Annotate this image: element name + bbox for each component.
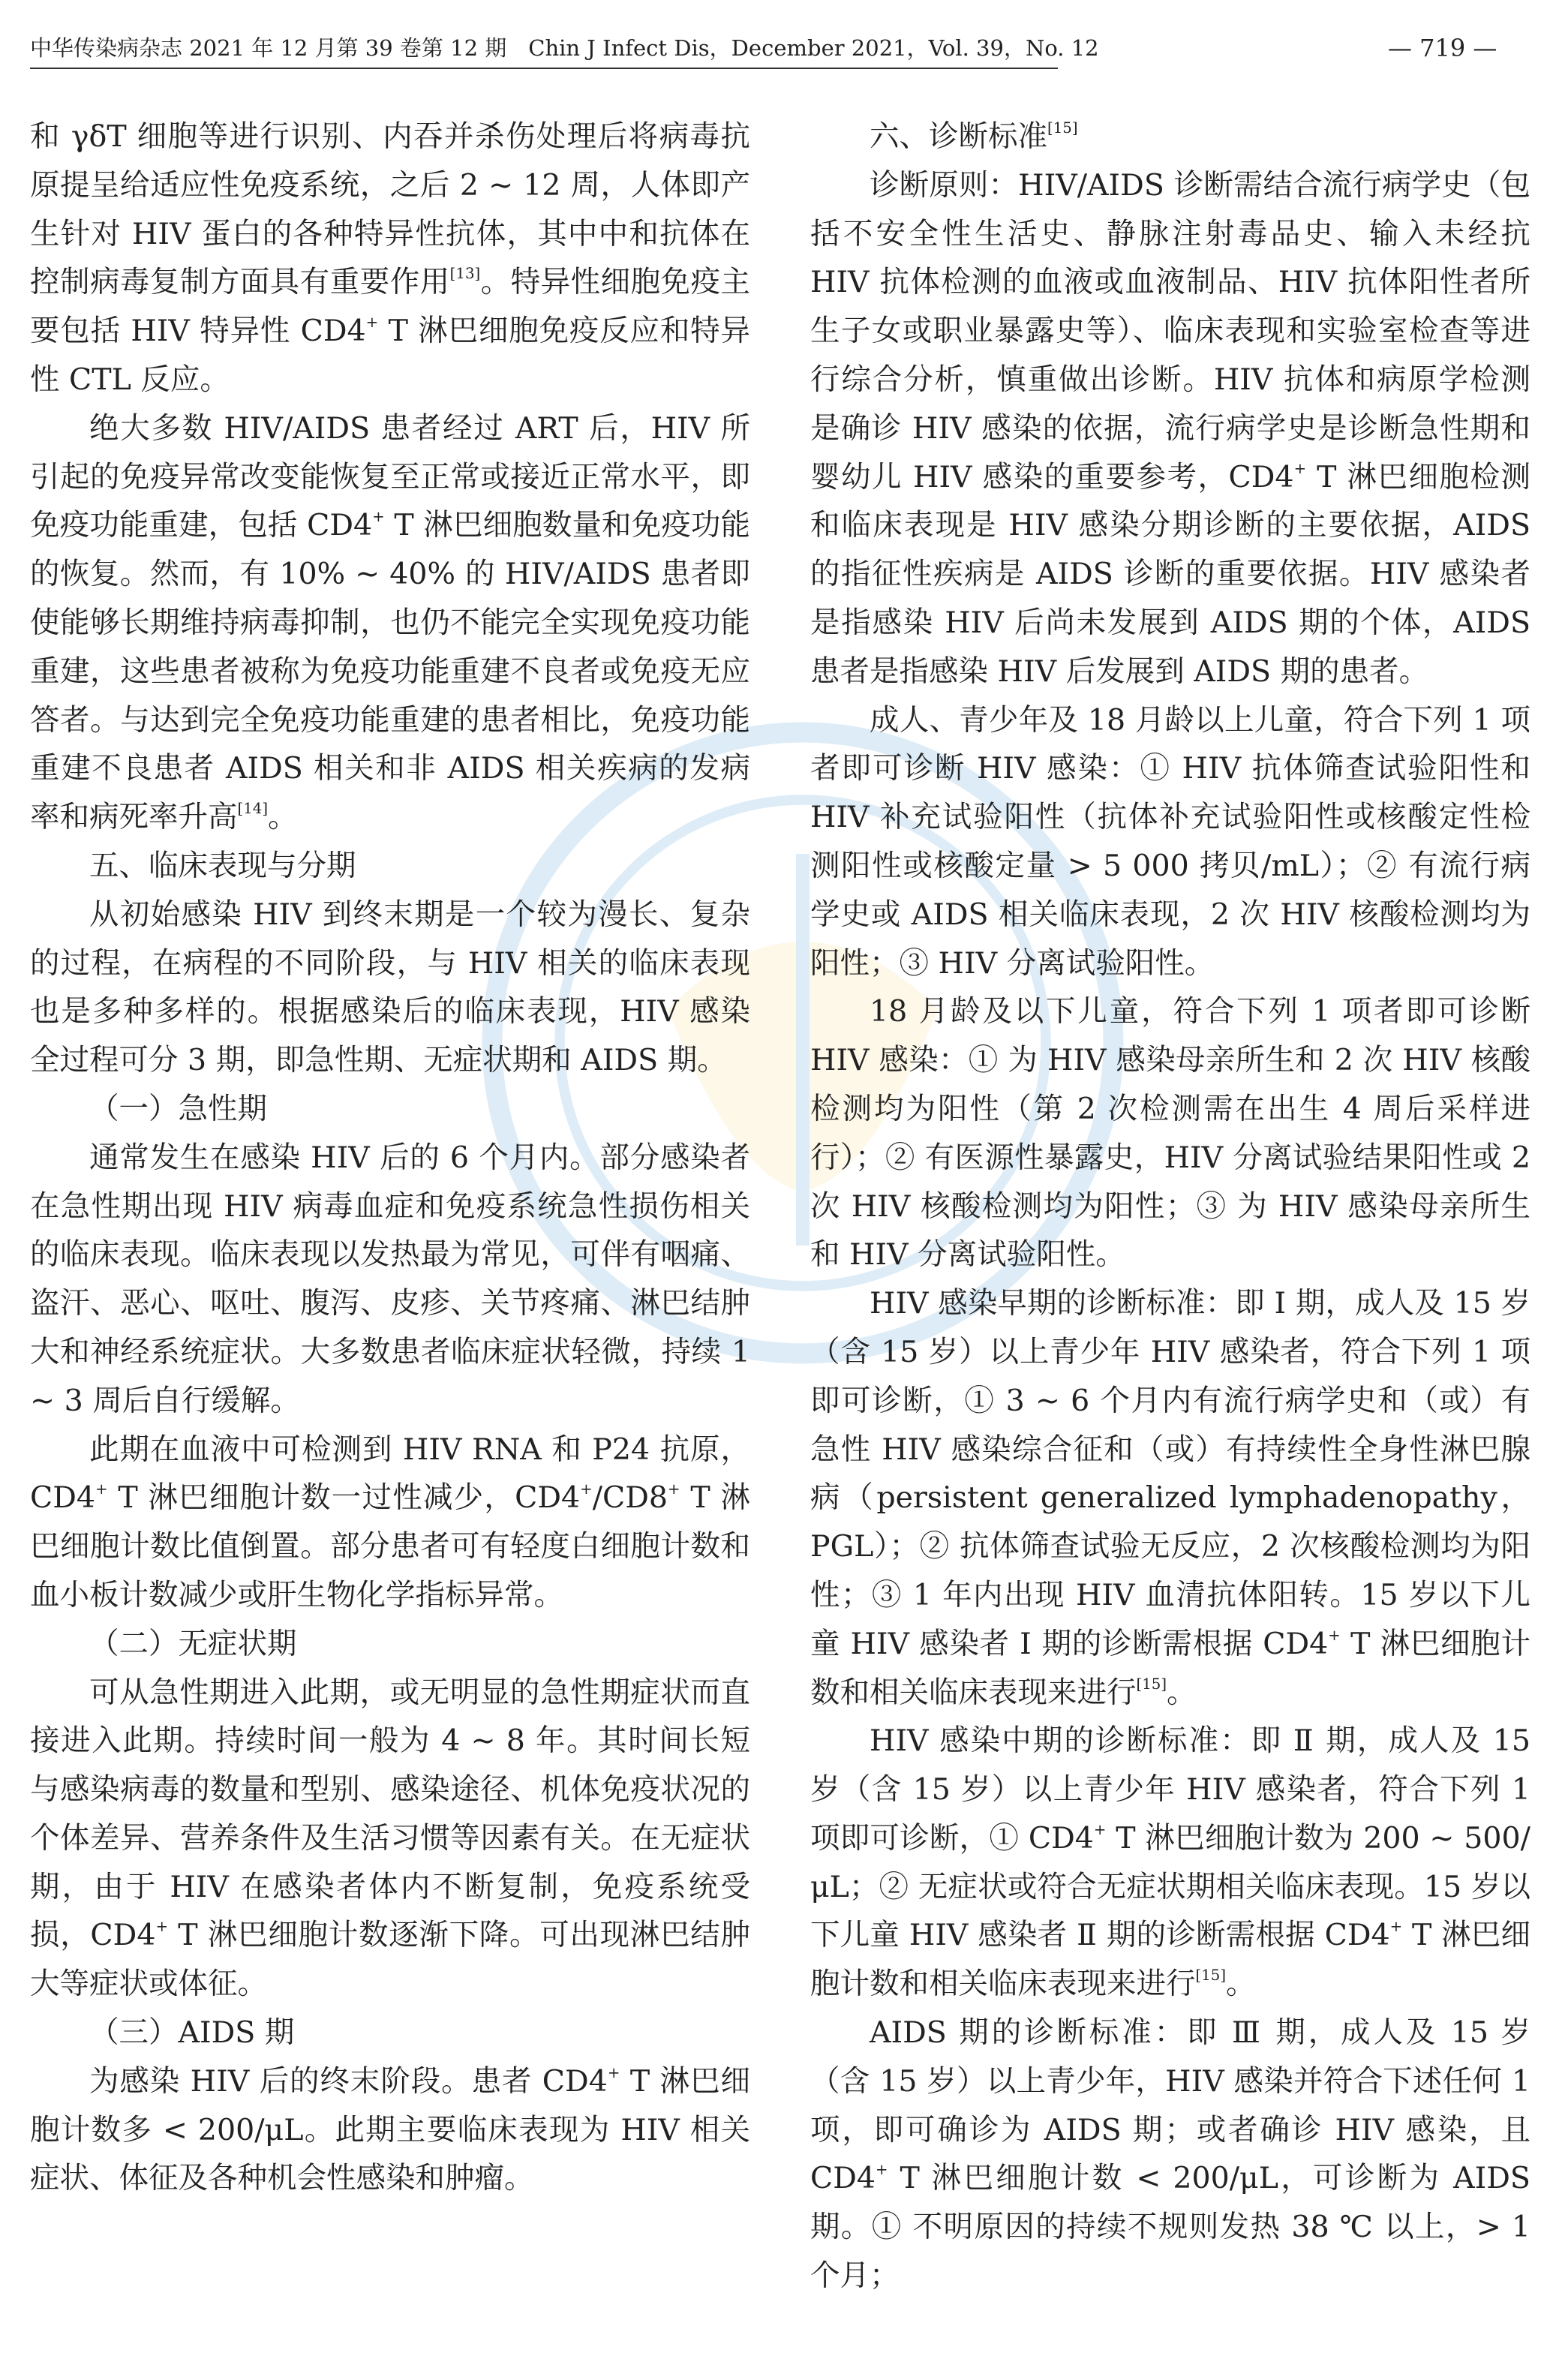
body-paragraph (810, 161, 1530, 696)
body-paragraph (30, 891, 750, 1085)
body-paragraph (30, 1426, 750, 1620)
text-run: HIV 感染中期的诊断标准：即 Ⅱ 期，成人及 15 岁（含 15 岁）以上青少年 HIV 感染者，符合下列 1 项即可诊断，① CD4 (810, 1723, 1530, 1856)
text-run: HIV 感染早期的诊断标准：即 Ⅰ 期，成人及 15 岁（含 15 岁）以上青少年 HIV 感染者，符合下列 1 项即可诊断，① 3 ~ 6 个月内有流行病学史和（或）有急性 HIV 感染综合征和（或）有持续性全身性淋巴腺病（persistent generalized lymphadenopathy，PGL）；② 抗体筛查试验无反应，2 次核酸检测均为阳性；③ 1 年内出现 HIV 血清抗体阳转。15 岁以下儿童 HIV 感染者 Ⅰ 期的诊断需根据 CD4 (810, 1286, 1530, 1661)
superscript: + (607, 2064, 620, 2082)
text-run: T 淋巴细胞数量和免疫功能的恢复。然而，有 10% ~ 40% 的 HIV/AIDS 患者即使能够长期维持病毒抑制，也仍不能完全实现免疫功能重建，这些患者被称为免疫功能重建不良者或免疫无应答者。与达到完全免疫功能重建的患者相比，免疫功能重建不良患者 AIDS 相关和非 AIDS 相关疾病的发病率和病死率升高 (30, 508, 750, 835)
text-run: 从初始感染 HIV 到终末期是一个较为漫长、复杂的过程，在病程的不同阶段，与 HIV 相关的临床表现也是多种多样的。根据感染后的临床表现，HIV 感染全过程可分 3 期，即急性期、无症状期和 AIDS 期。 (30, 897, 750, 1078)
text-run: T 淋巴细胞计数 < 200/μL，可诊断为 AIDS 期。① 不明原因的持续不规则发热 38 ℃ 以上，> 1 个月； (810, 2161, 1530, 2294)
body-paragraph (810, 987, 1530, 1279)
text-run: T 淋巴细胞免疫反应和特异性 CTL 反应。 (30, 314, 750, 397)
text-run: T 淋巴细胞计数一过性减少，CD4 (107, 1480, 581, 1516)
text-run: 。 (1226, 1967, 1256, 2002)
superscript: + (1293, 459, 1307, 477)
text-run: T 淋巴细胞计数和相关临床表现来进行 (810, 1918, 1530, 2002)
section-heading (30, 2009, 750, 2057)
text-run: 和 γδT 细胞等进行识别、内吞并杀伤处理后将病毒抗原提呈给适应性免疫系统，之后 2 ~ 12 周，人体即产生针对 HIV 蛋白的各种特异性抗体，其中中和抗体在控制病毒复制方面具有重要作用 (30, 119, 750, 300)
text-run: 成人、青少年及 18 月龄以上儿童，符合下列 1 项者即可诊断 HIV 感染：① HIV 抗体筛查试验阳性和 HIV 补充试验阳性（抗体补充试验阳性或核酸定性检测阳性或核酸定量 > 5 000 拷贝/mL）；② 有流行病学史或 AIDS 相关临床表现，2 次 HIV 核酸检测均为阳性；③ HIV 分离试验阳性。 (810, 702, 1530, 981)
superscript: + (155, 1918, 169, 1936)
superscript: [15] (1047, 119, 1078, 137)
section-heading (30, 1085, 750, 1134)
text-run: 通常发生在感染 HIV 后的 6 个月内。部分感染者在急性期出现 HIV 病毒血症和免疫系统急性损伤相关的临床表现。临床表现以发热最为常见，可伴有咽痛、盗汗、恶心、呕吐、腹泻、皮疹、关节疼痛、淋巴结肿大和神经系统症状。大多数患者临床症状轻微，持续 1 ~ 3 周后自行缓解。 (30, 1140, 750, 1418)
superscript: + (668, 1480, 680, 1498)
running-header: 中华传染病杂志 2021 年 12 月第 39 卷第 12 期 Chin J Infect Dis，December 2021，Vol. 39，No. 12 (30, 30, 1058, 69)
section-heading (30, 842, 750, 891)
section-heading (810, 113, 1530, 161)
superscript: [13] (449, 265, 481, 283)
body-paragraph (810, 2009, 1530, 2300)
superscript: + (876, 2161, 888, 2179)
text-run: /CD8 (592, 1480, 668, 1516)
body-paragraph (30, 1669, 750, 2009)
text-run: 六、诊断标准 (870, 119, 1047, 154)
text-run: （二）无症状期 (89, 1626, 297, 1661)
text-run: 。 (268, 800, 298, 835)
superscript: + (580, 1480, 593, 1498)
text-run: 可从急性期进入此期，或无明显的急性期症状而直接进入此期。持续时间一般为 4 ~ 8 年。其时间长短与感染病毒的数量和型别、感染途径、机体免疫状况的个体差异、营养条件及生活习惯等因素有关。在无症状期，由于 HIV 在感染者体内不断复制，免疫系统受损，CD4 (30, 1675, 750, 1953)
body-paragraph (30, 113, 750, 404)
text-run: T 淋巴细胞计数多 < 200/μL。此期主要临床表现为 HIV 相关症状、体征及各种机会性感染和肿瘤。 (30, 2063, 750, 2196)
body-paragraph (810, 1279, 1530, 1717)
text-run: （一）急性期 (89, 1091, 267, 1126)
right-column (810, 113, 1530, 2300)
text-run: 。特异性细胞免疫主要包括 HIV 特异性 CD4 (30, 265, 751, 349)
body-paragraph (30, 2057, 750, 2203)
text-run: 五、临床表现与分期 (89, 848, 356, 883)
text-run: 此期在血液中可检测到 HIV RNA 和 P24 抗原，CD4 (30, 1432, 750, 1516)
text-run: T 淋巴细胞计数逐渐下降。可出现淋巴结肿大等症状或体征。 (30, 1918, 750, 2002)
superscript: + (365, 314, 379, 332)
text-run: 诊断原则：HIV/AIDS 诊断需结合流行病学史（包括不安全性生活史、静脉注射毒品史、输入未经抗 HIV 抗体检测的血液或血液制品、HIV 抗体阳性者所生子女或职业暴露史等）、临床表现和实验室检查等进行综合分析，慎重做出诊断。HIV 抗体和病原学检测是确诊 HIV 感染的依据，流行病学史是诊断急性期和婴幼儿 HIV 感染的重要参考，CD4 (810, 167, 1530, 494)
body-paragraph (30, 404, 750, 842)
superscript: + (1389, 1918, 1403, 1936)
section-heading (30, 1620, 750, 1669)
text-run: T 淋巴细胞计数比值倒置。部分患者可有轻度白细胞计数和血小板计数减少或肝生物化学指标异常。 (30, 1480, 750, 1612)
text-run: 18 月龄及以下儿童，符合下列 1 项者即可诊断 HIV 感染：① 为 HIV 感染母亲所生和 2 次 HIV 核酸检测均为阳性（第 2 次检测需在出生 4 周后采样进行）；② 有医源性暴露史，HIV 分离试验结果阳性或 2 次 HIV 核酸检测均为阳性；③ 为 HIV 感染母亲所生和 HIV 分离试验阳性。 (810, 994, 1530, 1273)
superscript: + (1328, 1626, 1341, 1644)
text-run: 。 (1167, 1675, 1197, 1710)
text-run: AIDS 期的诊断标准：即 Ⅲ 期，成人及 15 岁（含 15 岁）以上青少年，HIV 感染并符合下述任何 1 项，即可确诊为 AIDS 期；或者确诊 HIV 感染，且 CD4 (810, 2015, 1530, 2196)
superscript: + (1093, 1821, 1107, 1839)
text-run: T 淋巴细胞检测和临床表现是 HIV 感染分期诊断的主要依据，AIDS 的指征性疾病是 AIDS 诊断的重要依据。HIV 感染者是指感染 HIV 后尚未发展到 AIDS 期的个体，AIDS 患者是指感染 HIV 后发展到 AIDS 期的患者。 (810, 459, 1530, 689)
text-run: 为感染 HIV 后的终末阶段。患者 CD4 (89, 2063, 608, 2099)
superscript: [14] (237, 800, 269, 818)
superscript: [15] (1136, 1675, 1167, 1693)
left-column (30, 113, 750, 2203)
superscript: + (372, 508, 385, 526)
text-run: T 淋巴细胞计数和相关临床表现来进行 (810, 1626, 1530, 1710)
superscript: [15] (1195, 1967, 1227, 1985)
text-run: T 淋巴细胞计数为 200 ~ 500/μL；② 无症状或符合无症状期相关临床表现。15 岁以下儿童 HIV 感染者 Ⅱ 期的诊断需根据 CD4 (810, 1820, 1530, 1953)
text-run: （三）AIDS 期 (89, 2015, 295, 2051)
page-number: — 719 — (1388, 34, 1497, 62)
body-paragraph (810, 1717, 1530, 2009)
body-paragraph (30, 1134, 750, 1426)
body-paragraph (810, 696, 1530, 988)
text-run: 绝大多数 HIV/AIDS 患者经过 ART 后，HIV 所引起的免疫异常改变能恢复至正常或接近正常水平，即免疫功能重建，包括 CD4 (30, 410, 750, 543)
superscript: + (95, 1480, 108, 1498)
